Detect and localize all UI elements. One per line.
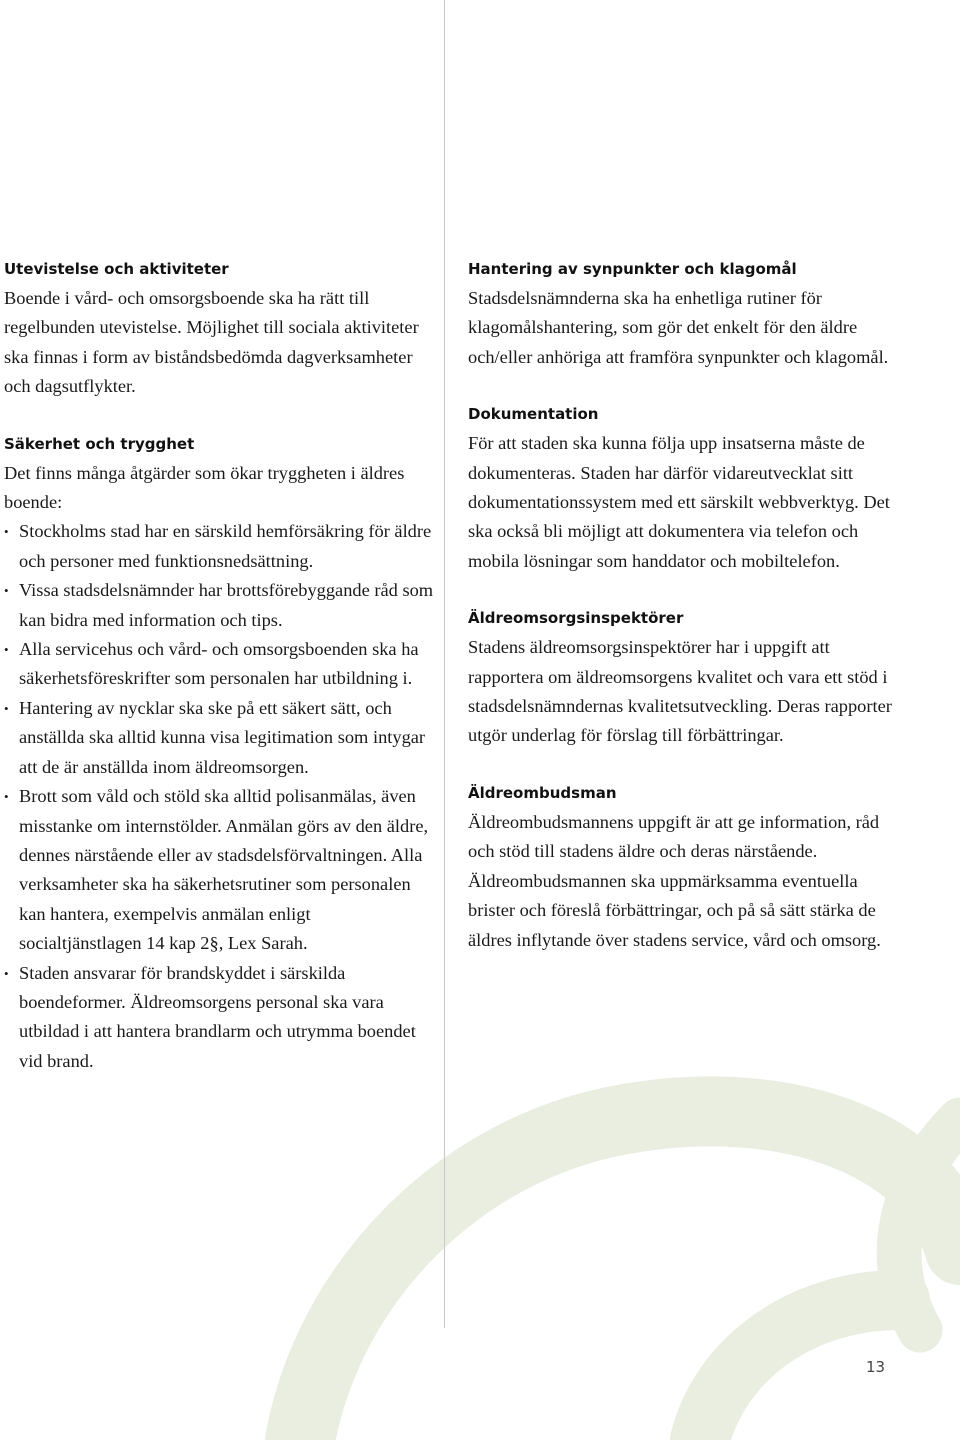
- section-text: Boende i vård- och omsorgsboende ska ha rätt till regelbunden utevistelse. Möjlighet till sociala aktiviteter ska finnas i form av biståndsbedömda dagverksamheter och dagsutflykter.: [4, 288, 419, 397]
- bullet-icon: •: [4, 700, 9, 716]
- list-item: [4, 782, 434, 958]
- section-dokumentation: [468, 400, 898, 576]
- section-heading: Äldreombudsman: [468, 783, 617, 802]
- column-divider: [444, 0, 445, 1328]
- list-item-text: Stockholms stad har en särskild hemförsäkring för äldre och personer med funktionsnedsättning.: [19, 521, 432, 571]
- right-column: [468, 255, 898, 983]
- bullet-icon: •: [4, 965, 9, 981]
- list-item-text: Alla servicehus och vård- och omsorgsboenden ska ha säkerhetsföreskrifter som personalen har utbildning i.: [19, 639, 419, 689]
- section-synpunkter: [468, 255, 898, 372]
- section-text: Stadsdelsnämnderna ska ha enhetliga rutiner för klagomålshantering, som gör det enkelt för den äldre och/eller anhöriga att framföra synpunkter och klagomål.: [468, 288, 889, 367]
- bullet-list: [4, 517, 434, 1076]
- list-item: [4, 635, 434, 694]
- section-text: Stadens äldreomsorgsinspektörer har i uppgift att rapportera om äldreomsorgens kvalitet och vara ett stöd i stadsdelsnämndernas kvalitetsutveckling. Deras rapporter utgör underlag för förslag till förbättringar.: [468, 637, 892, 746]
- page-number: 13: [866, 1358, 886, 1376]
- bullet-icon: •: [4, 524, 9, 540]
- list-item-text: Hantering av nycklar ska ske på ett säkert sätt, och anställda ska alltid kunna visa legitimation som intygar att de är anställda inom äldreomsorgen.: [19, 697, 426, 777]
- section-heading: Säkerhet och trygghet: [4, 434, 195, 453]
- bullet-icon: •: [4, 583, 9, 599]
- section-heading: Hantering av synpunkter och klagomål: [468, 260, 797, 278]
- section-heading: Äldreomsorgsinspektörer: [468, 609, 684, 628]
- section-aldreombudsman: [468, 779, 898, 955]
- bullet-icon: •: [4, 789, 9, 805]
- section-inspektorer: [468, 604, 898, 751]
- bullet-icon: •: [4, 642, 9, 658]
- list-item-text: Vissa stadsdelsnämnder har brottsförebyggande råd som kan bidra med information och tips.: [19, 580, 434, 630]
- section-sakerhet: [4, 430, 434, 1077]
- list-item: [4, 694, 434, 782]
- section-heading: Dokumentation: [468, 405, 599, 424]
- section-text: Äldreombudsmannens uppgift är att ge information, råd och stöd till stadens äldre och deras närstående. Äldreombudsmannen ska uppmärksamma eventuella brister och föreslå förbättringar, och på så sätt stärka de äldres inflytande över stadens service, vård och omsorg.: [468, 811, 881, 950]
- list-item: [4, 517, 434, 576]
- section-text: Det finns många åtgärder som ökar tryggheten i äldres boende:: [4, 462, 405, 513]
- list-item: [4, 576, 434, 635]
- section-heading: Utevistelse och aktiviteter: [4, 260, 229, 278]
- section-text: För att staden ska kunna följa upp insatserna måste de dokumenteras. Staden har därför vidareutvecklat sitt dokumentationssystem med ett särskilt webbverktyg. Det ska också bli möjligt att dokumentera via telefon och mobila lösningar som handdator och mobiltelefon.: [468, 433, 890, 571]
- list-item: [4, 959, 434, 1077]
- section-utevistelse: [4, 255, 434, 402]
- left-column: [4, 255, 434, 1104]
- list-item-text: Staden ansvarar för brandskyddet i särskilda boendeformer. Äldreomsorgens personal ska vara utbildad i att hantera brandlarm och utrymma boendet vid brand.: [19, 962, 416, 1071]
- list-item-text: Brott som våld och stöld ska alltid polisanmälas, även misstanke om internstölder. Anmälan görs av den äldre, dennes närstående eller av stadsdelsförvaltningen. Alla verksamheter ska ha säkerhetsrutiner som personalen kan hantera, exempelvis anmälan enligt socialtjänstlagen 14 kap 2§, Lex Sarah.: [19, 786, 429, 954]
